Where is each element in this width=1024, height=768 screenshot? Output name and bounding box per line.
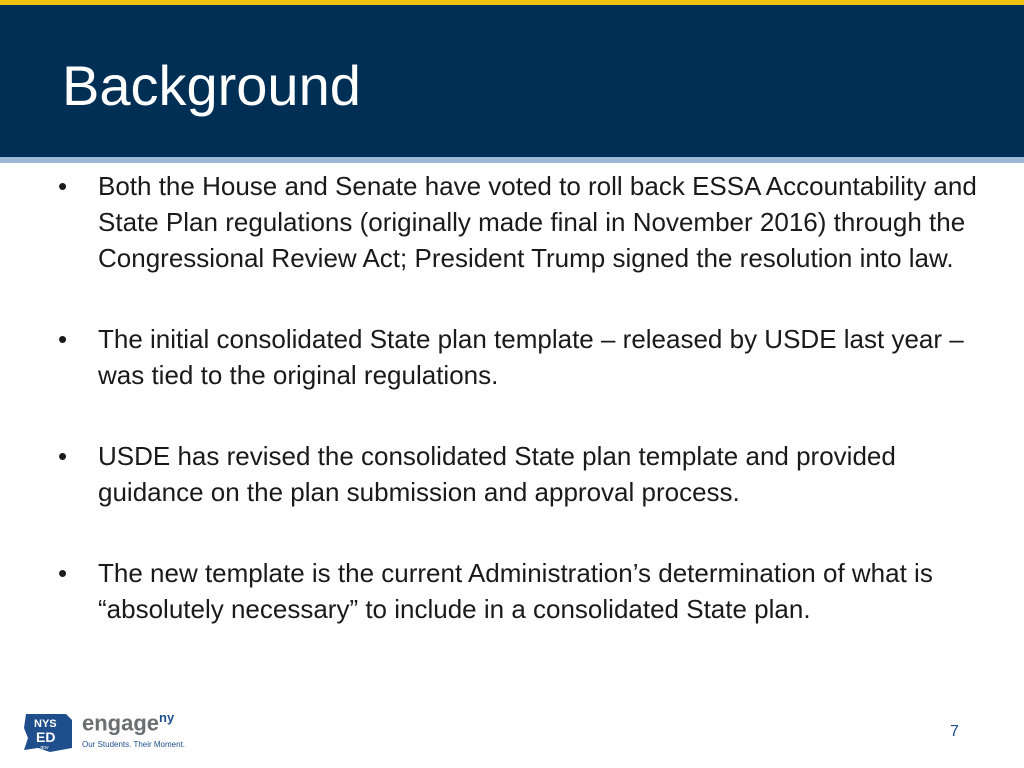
bullet-marker: • bbox=[58, 324, 68, 354]
brand-text: engage bbox=[82, 710, 160, 736]
engageny-logo bbox=[20, 708, 195, 758]
slide-title: Background bbox=[62, 54, 361, 117]
bullet-text: The new template is the current Administration’s determination of what is “absolutely necessary” to include in a consolidated State plan. bbox=[98, 558, 933, 624]
bullet-marker: • bbox=[58, 441, 68, 471]
bullet-marker: • bbox=[58, 558, 68, 588]
bullet-item bbox=[58, 555, 988, 627]
ed-text: ED bbox=[36, 729, 56, 745]
bullet-item bbox=[58, 438, 988, 510]
brand-suffix: ny bbox=[159, 710, 175, 725]
bullet-marker: • bbox=[58, 171, 68, 201]
bullet-text: USDE has revised the consolidated State plan template and provided guidance on the plan submission and approval process. bbox=[98, 441, 896, 507]
bullet-item bbox=[58, 321, 988, 393]
logo-tagline: Our Students. Their Moment. bbox=[82, 740, 186, 749]
bullet-list bbox=[58, 168, 988, 672]
title-band bbox=[0, 5, 1024, 157]
nysed-logo-icon bbox=[20, 708, 76, 756]
title-band-edge bbox=[0, 157, 1024, 163]
engage-wordmark bbox=[82, 710, 174, 736]
bullet-text: The initial consolidated State plan template – released by USDE last year – was tied to the original regulations. bbox=[98, 324, 964, 390]
nys-text: NYS bbox=[34, 718, 57, 730]
page-number: 7 bbox=[950, 723, 959, 740]
bullet-text: Both the House and Senate have voted to roll back ESSA Accountability and State Plan regulations (originally made final in November 2016) through the Congressional Review Act; President Trump signed the resolution into law. bbox=[98, 171, 977, 273]
bullet-item bbox=[58, 168, 988, 276]
gov-text: .gov bbox=[39, 745, 49, 751]
